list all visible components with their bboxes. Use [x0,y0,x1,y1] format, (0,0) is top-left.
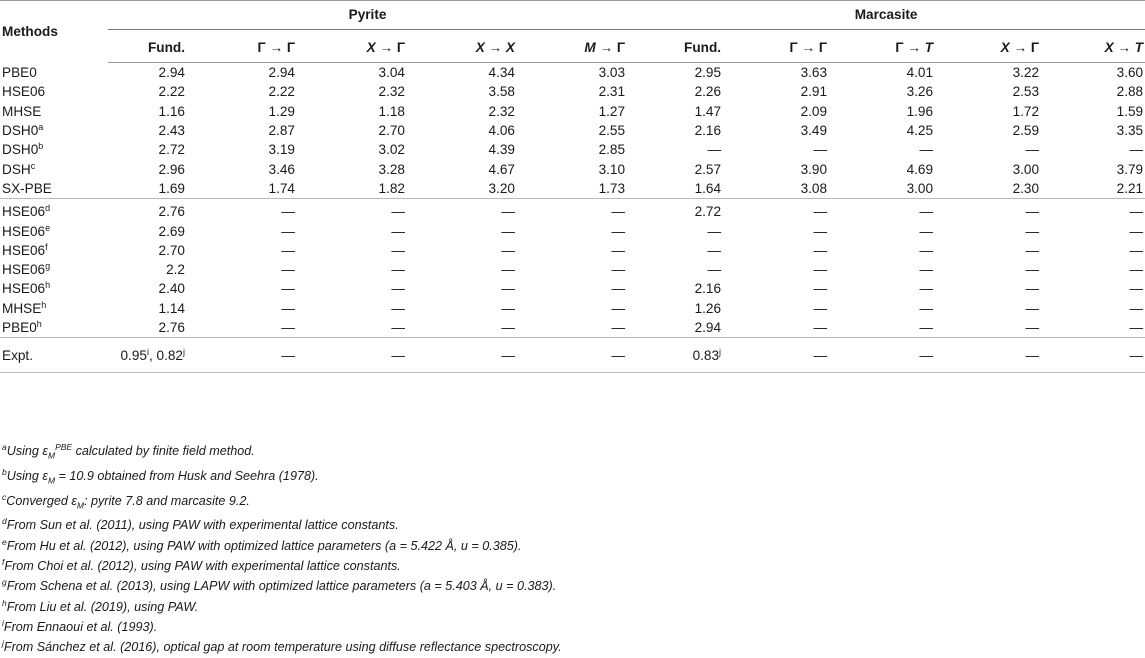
marcasite-value-cell: — [1025,300,1040,316]
column-header-row [0,32,1145,63]
footnote: $^b$Using $\varepsilon_M = 10.9$ obtained from Husk and Seehra (1978). [2,466,319,486]
pyrite-value-cell: 2.22 [158,84,185,100]
marcasite-value-cell: — [1129,281,1144,297]
marcasite-value-cell: — [707,223,722,239]
marcasite-value-cell: — [1025,320,1040,335]
table-row [0,102,1145,121]
table-row [0,318,1145,338]
marcasite-col-header: Fund. [627,32,723,63]
pyrite-value-cell: 3.58 [488,84,515,100]
pyrite-value-cell: — [281,242,295,258]
marcasite-value-cell: 4.69 [906,161,934,177]
marcasite-col-header: Γ → Γ [723,32,829,63]
table-row [0,179,1145,199]
marcasite-value-cell: 1.47 [694,103,722,119]
table-row [0,121,1145,140]
pyrite-value-cell: 2.94 [158,65,185,81]
pyrite-value-cell: 0.95$^i$, 0.82$^j$ [108,338,187,373]
marcasite-value-cell: — [1041,199,1145,222]
marcasite-value-cell: 4.25 [906,123,934,139]
pyrite-value-cell: 1.74 [268,180,295,196]
marcasite-value-cell: 2.26 [694,84,722,100]
marcasite-value-cell: 3.26 [906,84,934,100]
method-cell: HSE06$^h$ [2,280,51,297]
pyrite-value-cell: 1.69 [158,180,185,196]
pyrite-value-cell: — [391,320,405,335]
marcasite-value-cell: 2.30 [1012,180,1040,196]
pyrite-value-cell: — [281,300,295,316]
marcasite-value-cell: 2.16 [694,123,722,139]
pyrite-value-cell: 3.28 [378,161,405,177]
marcasite-value-cell: 3.35 [1116,123,1144,139]
table-row [0,140,1145,159]
marcasite-value-cell: — [919,223,934,239]
pyrite-value-cell: — [501,300,515,316]
table-row [0,241,1145,260]
marcasite-value-cell: 3.63 [800,65,828,81]
pyrite-value-cell: — [297,199,407,222]
marcasite-value-cell: 3.00 [1012,161,1040,177]
table-row [0,82,1145,101]
marcasite-value-cell: 2.09 [800,103,828,119]
pyrite-value-cell: 2.22 [268,84,295,100]
marcasite-value-cell: — [1129,142,1144,158]
table-row [0,260,1145,279]
footnote: $^f$From Choi et al. (2012), using PAW with experimental lattice constants. [2,557,401,574]
marcasite-value-cell: — [707,242,722,258]
footnote: $^h$From Liu et al. (2019), using PAW. [2,597,199,614]
pyrite-value-cell: — [187,199,297,222]
method-cell: MHSE$^h$ [2,299,47,316]
marcasite-value-cell: 1.26 [694,300,722,316]
marcasite-value-cell: — [1025,242,1040,258]
footnote: $^j$From Sánchez et al. (2016), optical gap at room temperature using diffuse reflectance spectroscopy. [2,638,562,655]
pyrite-value-cell: 2.76 [108,199,187,222]
method-cell: SX-PBE [2,180,52,196]
method-cell: MHSE [2,103,42,119]
pyrite-value-cell: 4.39 [488,142,515,158]
marcasite-value-cell: — [935,199,1041,222]
method-cell: HSE06$^d$ [0,199,108,222]
marcasite-value-cell: 3.90 [800,161,828,177]
pyrite-value-cell: — [391,242,405,258]
pyrite-value-cell: — [611,281,626,297]
pyrite-value-cell: — [611,223,626,239]
pyrite-col-header: X → Γ [297,32,407,63]
marcasite-value-cell: — [935,338,1041,373]
marcasite-value-cell: 3.00 [906,180,934,196]
pyrite-value-cell: 4.67 [488,161,515,177]
marcasite-col-header: X → T [1041,32,1145,63]
pyrite-value-cell: — [501,242,515,258]
table-row [0,221,1145,240]
pyrite-value-cell: 2.72 [158,142,185,158]
pyrite-value-cell: 2.2 [166,262,185,278]
method-cell: PBE0 [2,64,37,80]
pyrite-value-cell: 2.55 [598,123,626,139]
pyrite-value-cell: — [501,320,515,335]
marcasite-value-cell: — [813,142,828,158]
marcasite-value-cell: — [707,262,722,278]
marcasite-value-cell: — [813,300,828,316]
footnote: $^e$From Hu et al. (2012), using PAW with optimized lattice parameters (a = 5.422 Å, u = 0.385). [2,536,522,553]
marcasite-value-cell: 1.59 [1116,103,1144,119]
pyrite-value-cell: 3.03 [598,65,626,81]
marcasite-value-cell: 0.83$^j$ [627,338,723,373]
marcasite-value-cell: 3.49 [800,123,828,139]
pyrite-col-header: M → Γ [517,32,627,63]
footnote: $^i$From Ennaoui et al. (1993). [2,617,158,634]
pyrite-value-cell: 3.20 [488,180,515,196]
pyrite-value-cell: 2.87 [268,123,295,139]
pyrite-value-cell: — [501,223,515,239]
pyrite-value-cell: 1.14 [158,300,185,316]
pyrite-value-cell: 1.27 [598,103,626,119]
pyrite-col-header: Γ → Γ [187,32,297,63]
pyrite-value-cell: 2.94 [268,65,295,81]
marcasite-value-cell: 3.22 [1012,65,1040,81]
marcasite-value-cell: — [813,281,828,297]
pyrite-value-cell: — [517,199,627,222]
pyrite-value-cell: 3.19 [268,142,295,158]
marcasite-value-cell: — [1025,281,1040,297]
pyrite-value-cell: — [281,223,295,239]
marcasite-value-cell: 1.96 [906,103,934,119]
method-cell: DSH0$^a$ [2,122,44,139]
marcasite-value-cell: 3.60 [1116,65,1144,81]
pyrite-value-cell: — [501,262,515,278]
marcasite-value-cell: 2.91 [800,84,828,100]
pyrite-value-cell: — [281,281,295,297]
method-cell: HSE06 [2,84,46,100]
pyrite-value-cell: 2.85 [598,142,626,158]
marcasite-value-cell: — [1129,320,1144,335]
pyrite-value-cell: 3.04 [378,65,405,81]
pyrite-value-cell: — [281,320,295,335]
pyrite-value-cell: — [407,199,517,222]
marcasite-value-cell: 4.01 [906,65,934,81]
marcasite-value-cell: — [813,262,828,278]
pyrite-group-header: Pyrite [108,1,627,33]
pyrite-value-cell: 3.02 [378,142,405,158]
marcasite-value-cell: 2.21 [1116,180,1144,196]
marcasite-value-cell: — [813,320,828,335]
pyrite-col-header: X → X [407,32,517,63]
pyrite-value-cell: — [611,320,626,335]
marcasite-value-cell: — [1129,300,1144,316]
table-row [0,279,1145,298]
marcasite-value-cell: 2.59 [1012,123,1040,139]
pyrite-value-cell: — [391,281,405,297]
marcasite-value-cell: 2.53 [1012,84,1040,100]
pyrite-value-cell: 2.96 [158,161,185,177]
marcasite-value-cell: — [707,142,722,158]
pyrite-value-cell: 1.18 [378,103,405,119]
marcasite-value-cell: — [919,281,934,297]
pyrite-value-cell: — [517,338,627,373]
marcasite-value-cell: — [813,223,828,239]
method-cell: HSE06e [2,222,51,239]
footnote: $^c$Converged $\varepsilon_M$: pyrite 7.8 and marcasite 9.2. [2,491,250,511]
marcasite-value-cell: 2.57 [694,161,722,177]
footnotes [2,441,562,658]
pyrite-value-cell: 2.43 [158,123,185,139]
marcasite-group-header: Marcasite [627,1,1145,33]
pyrite-value-cell: 4.34 [488,65,515,81]
marcasite-value-cell: 2.72 [627,199,723,222]
pyrite-value-cell: — [187,338,297,373]
pyrite-value-cell: 2.70 [158,242,185,258]
table-row-expt [0,338,1145,373]
pyrite-value-cell: 4.06 [488,123,515,139]
marcasite-value-cell: — [919,320,934,335]
pyrite-value-cell: 2.69 [158,223,185,239]
marcasite-value-cell: — [1025,262,1040,278]
marcasite-value-cell: — [1129,223,1144,239]
pyrite-value-cell: — [501,281,515,297]
marcasite-value-cell: — [919,142,934,158]
pyrite-value-cell: 2.40 [158,281,185,297]
marcasite-value-cell: 2.95 [694,65,722,81]
marcasite-value-cell: 2.88 [1116,84,1144,100]
marcasite-value-cell: — [1129,242,1144,258]
marcasite-value-cell: 2.16 [694,281,722,297]
pyrite-col-header: Fund. [108,32,187,63]
pyrite-value-cell: — [391,223,405,239]
pyrite-value-cell: 2.70 [378,123,405,139]
marcasite-value-cell: 3.08 [800,180,828,196]
marcasite-value-cell: 3.79 [1116,161,1144,177]
marcasite-value-cell: — [919,242,934,258]
pyrite-value-cell: 1.16 [158,103,185,119]
pyrite-value-cell: 3.46 [268,161,295,177]
method-cell: PBE0$^h$ [2,319,42,335]
pyrite-value-cell: — [611,262,626,278]
footnote: $^d$From Sun et al. (2011), using PAW with experimental lattice constants. [2,516,399,533]
table-row [0,63,1145,83]
footnote: $^a$Using $\varepsilon_M^{PBE}$ calculated by finite field method. [2,442,255,461]
method-cell: DSH0$^b$ [2,141,44,158]
pyrite-value-cell: — [611,242,626,258]
marcasite-value-cell: — [829,199,935,222]
methods-header: Methods [2,24,58,40]
table-body [0,63,1145,373]
method-cell: Expt. [0,338,108,373]
marcasite-value-cell: 1.64 [694,180,722,196]
pyrite-value-cell: — [281,262,295,278]
marcasite-value-cell: — [813,242,828,258]
table-row [0,199,1145,222]
pyrite-value-cell: — [297,338,407,373]
marcasite-value-cell: — [919,300,934,316]
marcasite-value-cell: — [1129,262,1144,278]
pyrite-value-cell: 2.76 [158,320,185,335]
marcasite-value-cell: 2.94 [694,320,722,335]
pyrite-value-cell: 1.29 [268,103,295,119]
footnote: $^g$From Schena et al. (2013), using LAPW with optimized lattice parameters (a = 5.403 Å, u = 0.383). [2,577,557,594]
method-cell: HSE06$^g$ [2,261,51,278]
pyrite-value-cell: — [391,300,405,316]
pyrite-value-cell: — [611,300,626,316]
table-row [0,159,1145,178]
marcasite-value-cell: — [829,338,935,373]
pyrite-value-cell: 1.73 [598,180,626,196]
marcasite-col-header: Γ → T [829,32,935,63]
marcasite-value-cell: — [723,199,829,222]
marcasite-value-cell: — [919,262,934,278]
marcasite-value-cell: 1.72 [1012,103,1040,119]
table-row [0,299,1145,318]
marcasite-col-header: X → Γ [935,32,1041,63]
method-cell: DSH$^c$ [2,160,36,177]
pyrite-value-cell: 1.82 [378,180,405,196]
marcasite-value-cell: — [1025,142,1040,158]
pyrite-value-cell: — [391,262,405,278]
pyrite-value-cell: 3.10 [598,161,626,177]
pyrite-value-cell: 2.32 [488,103,515,119]
marcasite-value-cell: — [1025,223,1040,239]
pyrite-value-cell: 2.31 [598,84,626,100]
marcasite-value-cell: — [1041,338,1145,373]
marcasite-value-cell: — [723,338,829,373]
pyrite-value-cell: — [407,338,517,373]
pyrite-value-cell: 2.32 [378,84,405,100]
method-cell: HSE06$^f$ [2,241,48,258]
